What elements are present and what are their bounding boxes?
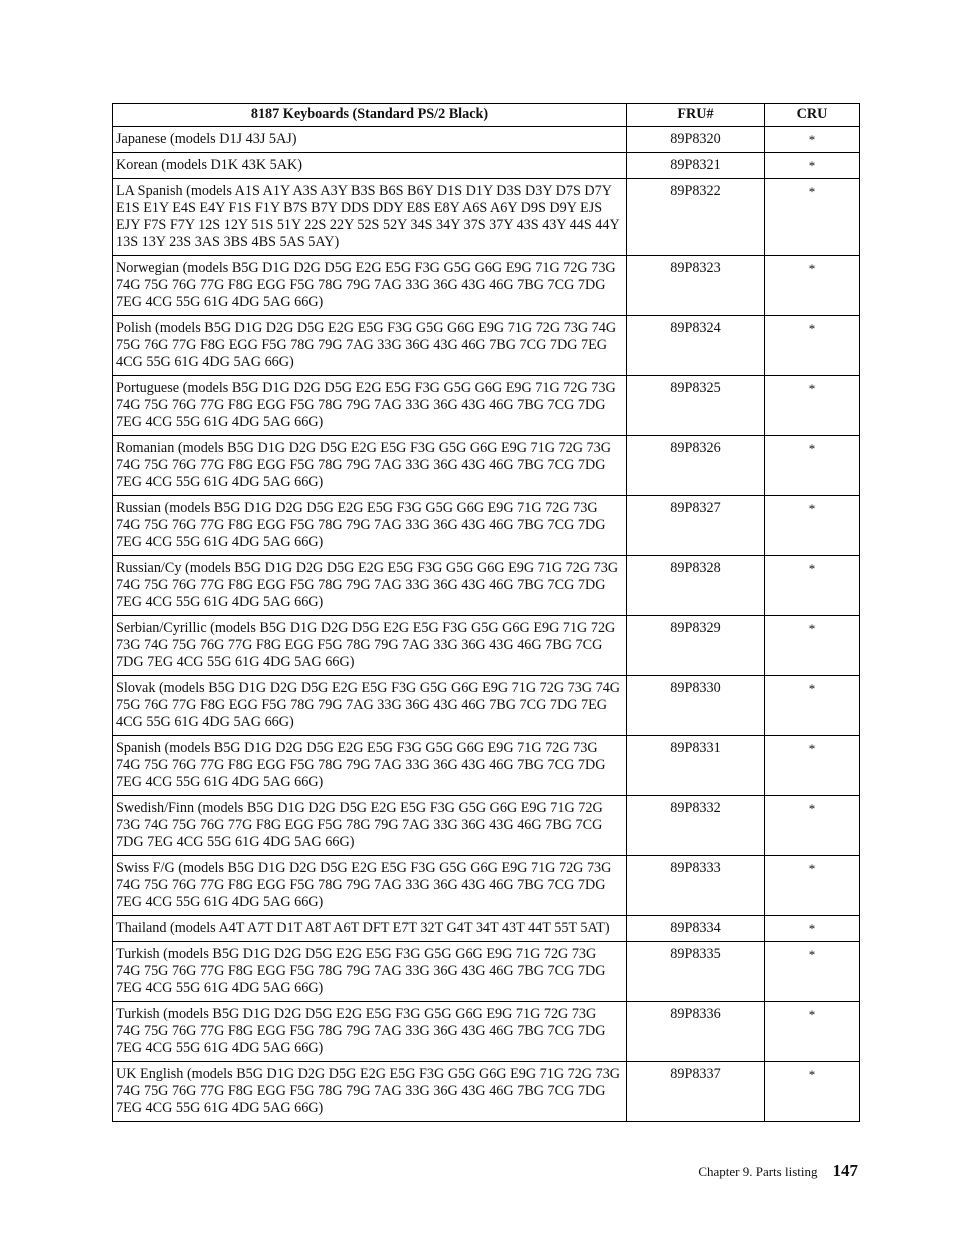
part-description: Serbian/Cyrillic (models B5G D1G D2G D5G E2G E5G F3G G5G G6G E9G 71G 72G 73G 74G 75G 76G 77G F8G EGG F5G 78G 79G 7AG 33G 36G 43G 46G 7BG 7CG 7DG 7EG 4CG 55G 61G 4DG 5AG 66G) [113,616,627,676]
table-row [113,942,860,1002]
table-row [113,436,860,496]
fru-number: 89P8335 [627,942,765,1002]
table-row [113,856,860,916]
page-footer [698,1161,858,1181]
cru-marker: * [765,316,860,376]
cru-marker: * [765,676,860,736]
fru-number: 89P8326 [627,436,765,496]
part-description: LA Spanish (models A1S A1Y A3S A3Y B3S B6S B6Y D1S D1Y D3S D3Y D7S D7Y E1S E1Y E4S E4Y F1S F1Y B7S B7Y DDS DDY E8S E8Y A6S A6Y D9S D9Y EJS EJY F7S F7Y 12S 12Y 51S 51Y 22S 22Y 52S 52Y 34S 34Y 37S 37Y 43S 43Y 44S 44Y 13S 13Y 23S 3AS 3BS 4BS 5AS 5AY) [113,179,627,256]
cru-marker: * [765,736,860,796]
table-row [113,556,860,616]
chapter-label: Chapter 9. Parts listing [698,1164,818,1179]
header-cru: CRU [765,104,860,127]
part-description: Turkish (models B5G D1G D2G D5G E2G E5G F3G G5G G6G E9G 71G 72G 73G 74G 75G 76G 77G F8G EGG F5G 78G 79G 7AG 33G 36G 43G 46G 7BG 7CG 7DG 7EG 4CG 55G 61G 4DG 5AG 66G) [113,942,627,1002]
table-row [113,179,860,256]
cru-marker: * [765,1062,860,1122]
table-row [113,736,860,796]
part-description: Japanese (models D1J 43J 5AJ) [113,127,627,153]
fru-number: 89P8327 [627,496,765,556]
fru-number: 89P8325 [627,376,765,436]
table-row [113,616,860,676]
table-row [113,153,860,179]
cru-marker: * [765,376,860,436]
part-description: Thailand (models A4T A7T D1T A8T A6T DFT E7T 32T G4T 34T 43T 44T 55T 5AT) [113,916,627,942]
fru-number: 89P8337 [627,1062,765,1122]
fru-number: 89P8330 [627,676,765,736]
header-description: 8187 Keyboards (Standard PS/2 Black) [113,104,627,127]
cru-marker: * [765,942,860,1002]
cru-marker: * [765,616,860,676]
part-description: Swedish/Finn (models B5G D1G D2G D5G E2G E5G F3G G5G G6G E9G 71G 72G 73G 74G 75G 76G 77G F8G EGG F5G 78G 79G 7AG 33G 36G 43G 46G 7BG 7CG 7DG 7EG 4CG 55G 61G 4DG 5AG 66G) [113,796,627,856]
part-description: Romanian (models B5G D1G D2G D5G E2G E5G F3G G5G G6G E9G 71G 72G 73G 74G 75G 76G 77G F8G EGG F5G 78G 79G 7AG 33G 36G 43G 46G 7BG 7CG 7DG 7EG 4CG 55G 61G 4DG 5AG 66G) [113,436,627,496]
part-description: Polish (models B5G D1G D2G D5G E2G E5G F3G G5G G6G E9G 71G 72G 73G 74G 75G 76G 77G F8G EGG F5G 78G 79G 7AG 33G 36G 43G 46G 7BG 7CG 7DG 7EG 4CG 55G 61G 4DG 5AG 66G) [113,316,627,376]
fru-number: 89P8324 [627,316,765,376]
fru-number: 89P8334 [627,916,765,942]
fru-number: 89P8322 [627,179,765,256]
fru-number: 89P8332 [627,796,765,856]
cru-marker: * [765,436,860,496]
part-description: Spanish (models B5G D1G D2G D5G E2G E5G F3G G5G G6G E9G 71G 72G 73G 74G 75G 76G 77G F8G EGG F5G 78G 79G 7AG 33G 36G 43G 46G 7BG 7CG 7DG 7EG 4CG 55G 61G 4DG 5AG 66G) [113,736,627,796]
cru-marker: * [765,556,860,616]
part-description: Korean (models D1K 43K 5AK) [113,153,627,179]
table-row [113,376,860,436]
part-description: Norwegian (models B5G D1G D2G D5G E2G E5G F3G G5G G6G E9G 71G 72G 73G 74G 75G 76G 77G F8G EGG F5G 78G 79G 7AG 33G 36G 43G 46G 7BG 7CG 7DG 7EG 4CG 55G 61G 4DG 5AG 66G) [113,256,627,316]
fru-number: 89P8323 [627,256,765,316]
header-fru: FRU# [627,104,765,127]
part-description: Russian/Cy (models B5G D1G D2G D5G E2G E5G F3G G5G G6G E9G 71G 72G 73G 74G 75G 76G 77G F8G EGG F5G 78G 79G 7AG 33G 36G 43G 46G 7BG 7CG 7DG 7EG 4CG 55G 61G 4DG 5AG 66G) [113,556,627,616]
fru-number: 89P8331 [627,736,765,796]
cru-marker: * [765,127,860,153]
page-number: 147 [832,1161,858,1180]
fru-number: 89P8336 [627,1002,765,1062]
table-row [113,496,860,556]
part-description: Turkish (models B5G D1G D2G D5G E2G E5G F3G G5G G6G E9G 71G 72G 73G 74G 75G 76G 77G F8G EGG F5G 78G 79G 7AG 33G 36G 43G 46G 7BG 7CG 7DG 7EG 4CG 55G 61G 4DG 5AG 66G) [113,1002,627,1062]
table-row [113,127,860,153]
cru-marker: * [765,916,860,942]
table-row [113,1002,860,1062]
table-body [113,127,860,1122]
cru-marker: * [765,856,860,916]
fru-number: 89P8321 [627,153,765,179]
table-row [113,256,860,316]
fru-number: 89P8328 [627,556,765,616]
table-row [113,796,860,856]
fru-number: 89P8320 [627,127,765,153]
table-row [113,316,860,376]
table-row [113,1062,860,1122]
part-description: Swiss F/G (models B5G D1G D2G D5G E2G E5G F3G G5G G6G E9G 71G 72G 73G 74G 75G 76G 77G F8G EGG F5G 78G 79G 7AG 33G 36G 43G 46G 7BG 7CG 7DG 7EG 4CG 55G 61G 4DG 5AG 66G) [113,856,627,916]
table-row [113,676,860,736]
cru-marker: * [765,256,860,316]
cru-marker: * [765,496,860,556]
table-header-row [113,104,860,127]
table-row [113,916,860,942]
cru-marker: * [765,796,860,856]
fru-number: 89P8333 [627,856,765,916]
cru-marker: * [765,1002,860,1062]
part-description: Slovak (models B5G D1G D2G D5G E2G E5G F3G G5G G6G E9G 71G 72G 73G 74G 75G 76G 77G F8G EGG F5G 78G 79G 7AG 33G 36G 43G 46G 7BG 7CG 7DG 7EG 4CG 55G 61G 4DG 5AG 66G) [113,676,627,736]
fru-number: 89P8329 [627,616,765,676]
part-description: Russian (models B5G D1G D2G D5G E2G E5G F3G G5G G6G E9G 71G 72G 73G 74G 75G 76G 77G F8G EGG F5G 78G 79G 7AG 33G 36G 43G 46G 7BG 7CG 7DG 7EG 4CG 55G 61G 4DG 5AG 66G) [113,496,627,556]
cru-marker: * [765,153,860,179]
part-description: Portuguese (models B5G D1G D2G D5G E2G E5G F3G G5G G6G E9G 71G 72G 73G 74G 75G 76G 77G F8G EGG F5G 78G 79G 7AG 33G 36G 43G 46G 7BG 7CG 7DG 7EG 4CG 55G 61G 4DG 5AG 66G) [113,376,627,436]
cru-marker: * [765,179,860,256]
parts-table [112,103,860,1122]
part-description: UK English (models B5G D1G D2G D5G E2G E5G F3G G5G G6G E9G 71G 72G 73G 74G 75G 76G 77G F8G EGG F5G 78G 79G 7AG 33G 36G 43G 46G 7BG 7CG 7DG 7EG 4CG 55G 61G 4DG 5AG 66G) [113,1062,627,1122]
